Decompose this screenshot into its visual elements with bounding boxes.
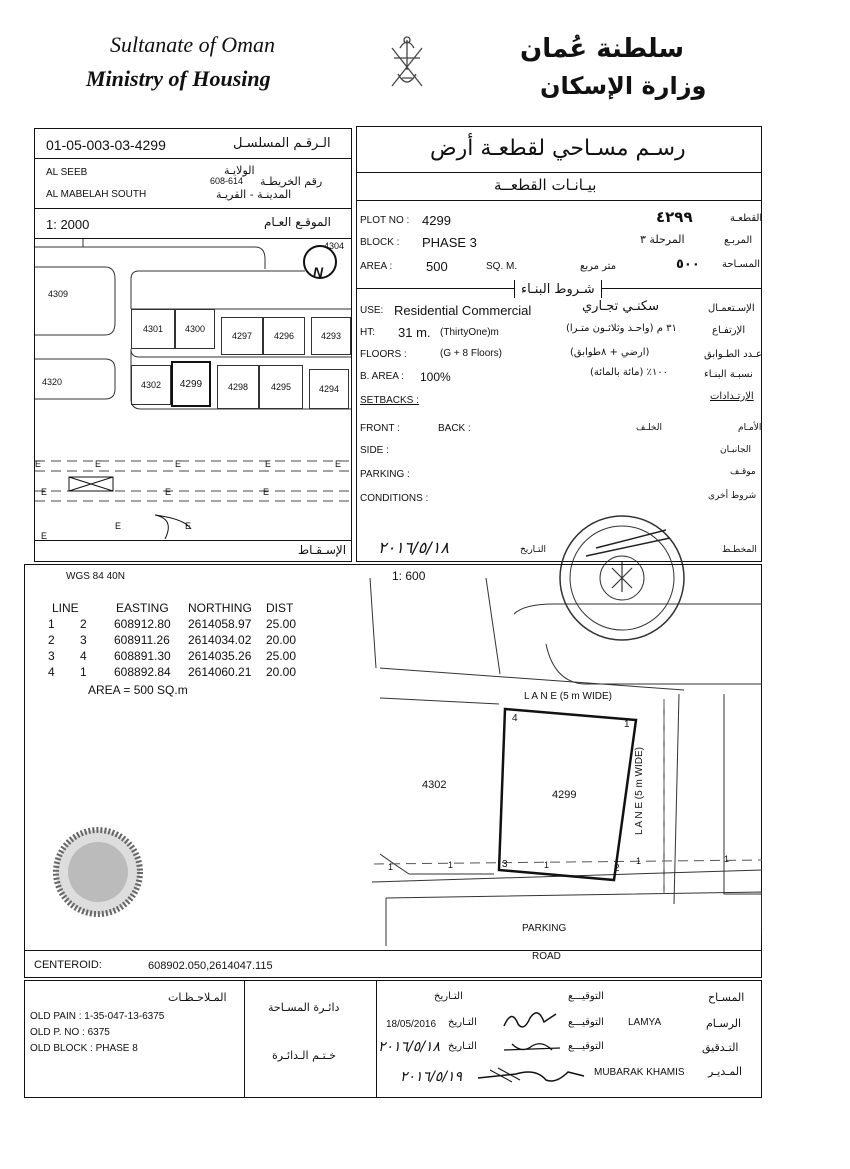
block-ar-value: المرحلة ٣ — [640, 233, 685, 246]
serial-number-label: الـرقـم المسلسـل — [233, 136, 331, 151]
location-plot: 4298 — [217, 365, 259, 409]
national-emblem-icon — [372, 30, 442, 105]
block-ar-label: المربـع — [724, 235, 753, 246]
table-cell: 20.00 — [266, 633, 297, 647]
use-ar-label: الإسـتعمـال — [708, 303, 755, 314]
draft-date: 18/05/2016 — [386, 1019, 437, 1030]
serial-number: 01-05-003-03-4299 — [46, 137, 166, 153]
projection-label: الإسـقـاط — [298, 543, 347, 557]
total-area: AREA = 500 SQ.m — [88, 683, 188, 697]
location-plot: 4320 — [41, 377, 63, 387]
building-area-value: 100% — [420, 370, 451, 384]
location-plot: 4294 — [309, 369, 349, 409]
area-value: 500 — [426, 259, 448, 274]
building-area-ar-label: نسبـة البنـاء — [704, 369, 753, 380]
lane-top-label: L A N E (5 m WIDE) — [524, 691, 612, 702]
neighbor-plot-label: 4302 — [422, 779, 447, 791]
location-plot-highlight: 4299 — [171, 361, 211, 407]
country-name-en: Sultanate of Oman — [110, 32, 275, 57]
datum: WGS 84 40N — [66, 571, 125, 582]
table-cell: 2614060.21 — [188, 665, 252, 679]
centroid-value: 608902.050,2614047.115 — [148, 960, 273, 972]
area-label: AREA : — [360, 261, 393, 272]
floors-ar-value: (ارضي + ٨طوابق) — [570, 347, 650, 358]
signature-icon — [500, 1004, 560, 1034]
corner-3: 3 — [502, 859, 508, 870]
conditions-ar-label: شروط أخرى — [708, 491, 757, 501]
location-plot: 4300 — [175, 309, 215, 349]
conditions-label: CONDITIONS : — [360, 493, 429, 504]
checker-label: التـدقيق — [702, 1041, 739, 1054]
ministry-name-ar: وزارة الإسكان — [540, 72, 707, 100]
old-block: OLD BLOCK : PHASE 8 — [30, 1043, 138, 1054]
building-conditions-text: شـروط البنـاء — [521, 282, 595, 297]
wilayat-value: AL SEEB — [46, 167, 88, 178]
table-cell: 25.00 — [266, 649, 297, 663]
floors-label: FLOORS : — [360, 349, 407, 360]
ministry-name-en: Ministry of Housing — [86, 66, 271, 91]
general-location-label: الموقـع العـام — [264, 215, 331, 229]
lane-side-label: L A N E (5 m WIDE) — [633, 747, 645, 835]
svg-text:1: 1 — [388, 862, 394, 872]
sign-label: التوقيـــع — [568, 1017, 604, 1028]
survey-dept-label: دائـرة المسـاحة — [268, 1001, 340, 1014]
use-label: USE: — [360, 305, 384, 316]
height-words: (ThirtyOne)m — [440, 327, 499, 338]
height-ar-value: ٣١ م (واحـد وثلاثـون متـرا) — [566, 323, 677, 334]
height-value: 31 m. — [398, 325, 431, 340]
document-title-ar: رسـم مسـاحي لقطعـة أرض — [430, 136, 686, 161]
table-header: NORTHING — [188, 601, 252, 615]
table-cell: 2614058.97 — [188, 617, 252, 631]
table-cell: 20.00 — [266, 665, 297, 679]
floors-value: (G + 8 Floors) — [440, 348, 502, 359]
area-ar-value: ٥٠٠ — [676, 257, 700, 272]
building-conditions-heading — [514, 280, 602, 298]
parking-label: PARKING : — [360, 469, 410, 480]
table-cell: 2 — [80, 617, 87, 631]
surveyor-label: المسـاح — [708, 991, 745, 1004]
table-cell: 4 — [48, 665, 55, 679]
map-number-label: رقم الخريطـة — [260, 175, 323, 188]
setbacks-ar-label: الإرتـدادات — [710, 391, 754, 402]
floors-ar-label: عـدد الطـوابق — [704, 349, 762, 360]
plot-no-label: PLOT NO : — [360, 215, 410, 226]
side-ar-label: الجانبـان — [720, 445, 752, 455]
side-label: SIDE : — [360, 445, 389, 456]
front-label: FRONT : — [360, 423, 400, 434]
table-cell: 4 — [80, 649, 87, 663]
dept-stamp-label: خـتـم الـدائـرة — [272, 1049, 336, 1062]
svg-text:E: E — [41, 531, 48, 539]
table-cell: 608911.26 — [114, 633, 170, 647]
table-cell: 608892.84 — [114, 665, 171, 679]
planner-ar-label: المخطـط — [722, 545, 757, 555]
table-cell: 1 — [80, 665, 87, 679]
plot-label: 4299 — [552, 789, 577, 801]
date-label: التـاريخ — [448, 1017, 477, 1028]
sign-label: التوقيـــع — [568, 991, 604, 1002]
table-header: EASTING — [116, 601, 169, 615]
map-number: 608-614 — [210, 176, 244, 186]
building-area-label: B. AREA : — [360, 371, 404, 382]
parking-area-label: PARKING — [522, 923, 567, 934]
ministry-seal-icon — [48, 822, 148, 922]
parking-ar-label: موقـف — [730, 467, 756, 477]
svg-text:E: E — [35, 459, 42, 469]
location-plot: 4302 — [131, 365, 171, 405]
location-plot: 4296 — [263, 317, 305, 355]
draftsman-label: الرسـام — [706, 1017, 742, 1030]
svg-text:1: 1 — [448, 860, 454, 870]
svg-text:E: E — [185, 521, 192, 531]
notes-label: المـلاحـظـات — [168, 991, 227, 1004]
location-plot: 4309 — [47, 289, 69, 299]
table-header: DIST — [266, 601, 294, 615]
use-value: Residential Commercial — [394, 303, 532, 318]
table-cell: 3 — [48, 649, 55, 663]
area-unit: SQ. M. — [486, 261, 518, 272]
svg-text:E: E — [165, 487, 172, 497]
plot-no-ar-value: ٤٢٩٩ — [656, 208, 693, 226]
location-plot: 4304 — [323, 241, 345, 251]
back-ar-label: الخلـف — [636, 423, 662, 433]
location-plot: 4295 — [259, 365, 303, 409]
city-label: المدينـة - القريـة — [216, 188, 292, 201]
svg-text:E: E — [265, 459, 272, 469]
table-cell: 2614035.26 — [188, 649, 252, 663]
svg-text:E: E — [41, 487, 48, 497]
table-cell: 3 — [80, 633, 87, 647]
wilayat-label: الولايـة — [224, 164, 255, 177]
height-label: HT: — [360, 327, 375, 338]
svg-text:E: E — [95, 459, 102, 469]
use-ar-value: سكنـي تجـاري — [582, 299, 660, 314]
country-name-ar: سلطنة عُمان — [520, 34, 685, 64]
svg-text:1: 1 — [544, 860, 550, 870]
location-plot: 4293 — [311, 317, 351, 355]
city-value: AL MABELAH SOUTH — [46, 189, 147, 200]
signature-icon — [502, 1040, 562, 1056]
centroid-label: CENTEROID: — [34, 959, 102, 971]
date-ar-label: التـاريخ — [520, 545, 546, 555]
table-cell: 608912.80 — [114, 617, 171, 631]
signature-icon — [476, 1064, 586, 1086]
sign-label: التوقيـــع — [568, 1041, 604, 1052]
table-header: LINE — [52, 601, 79, 615]
road-label: ROAD — [532, 951, 561, 962]
table-cell: 2614034.02 — [188, 633, 252, 647]
svg-text:E: E — [115, 521, 122, 531]
svg-text:E: E — [335, 459, 342, 469]
block-label: BLOCK : — [360, 237, 400, 248]
location-plot: 4297 — [221, 317, 263, 355]
back-label: BACK : — [438, 423, 471, 434]
date-label: التـاريخ — [448, 1041, 477, 1052]
svg-text:1: 1 — [724, 854, 730, 864]
svg-text:E: E — [263, 487, 270, 497]
corner-4: 4 — [512, 713, 518, 724]
director-date: ٢٠١٦/٥/١٩ — [400, 1069, 463, 1085]
block-value: PHASE 3 — [422, 235, 477, 250]
area-ar-unit: متر مربع — [580, 261, 617, 272]
table-cell: 1 — [48, 617, 55, 631]
corner-1: 1 — [624, 719, 630, 730]
svg-text:E: E — [175, 459, 182, 469]
table-cell: 25.00 — [266, 617, 297, 631]
compass-letter: N — [313, 264, 324, 280]
draftsman-value: LAMYA — [628, 1017, 662, 1028]
building-area-ar-value: ١٠٠٪ (مائة بالمائة) — [590, 367, 669, 378]
location-plot: 4301 — [131, 309, 175, 349]
director-label: المـديـر — [708, 1065, 743, 1078]
old-plot-no: OLD P. NO : 6375 — [30, 1027, 110, 1038]
date-label: التـاريخ — [434, 991, 463, 1002]
location-scale: 1: 2000 — [46, 217, 90, 232]
corner-2: 2 — [614, 863, 620, 874]
setbacks-label: SETBACKS : — [360, 395, 419, 406]
survey-scale: 1: 600 — [392, 569, 426, 583]
director-value: MUBARAK KHAMIS — [594, 1067, 685, 1078]
table-cell: 608891.30 — [114, 649, 171, 663]
table-cell: 2 — [48, 633, 55, 647]
plot-data-heading-ar: بيـانـات القطعــة — [494, 176, 597, 194]
svg-text:1: 1 — [636, 856, 642, 866]
handwritten-date: ٢٠١٦/٥/١٨ — [378, 538, 449, 557]
front-ar-label: الأمـام — [738, 423, 762, 433]
location-map — [35, 239, 351, 539]
area-ar-label: المسـاحة — [722, 259, 761, 270]
plot-no-value: 4299 — [422, 213, 451, 228]
old-pain: OLD PAIN : 1-35-047-13-6375 — [30, 1011, 165, 1022]
height-ar-label: الإرتفـاع — [712, 325, 746, 336]
check-date: ٢٠١٦/٥/١٨ — [378, 1039, 441, 1055]
plot-no-ar-label: القطعـة — [730, 213, 763, 224]
